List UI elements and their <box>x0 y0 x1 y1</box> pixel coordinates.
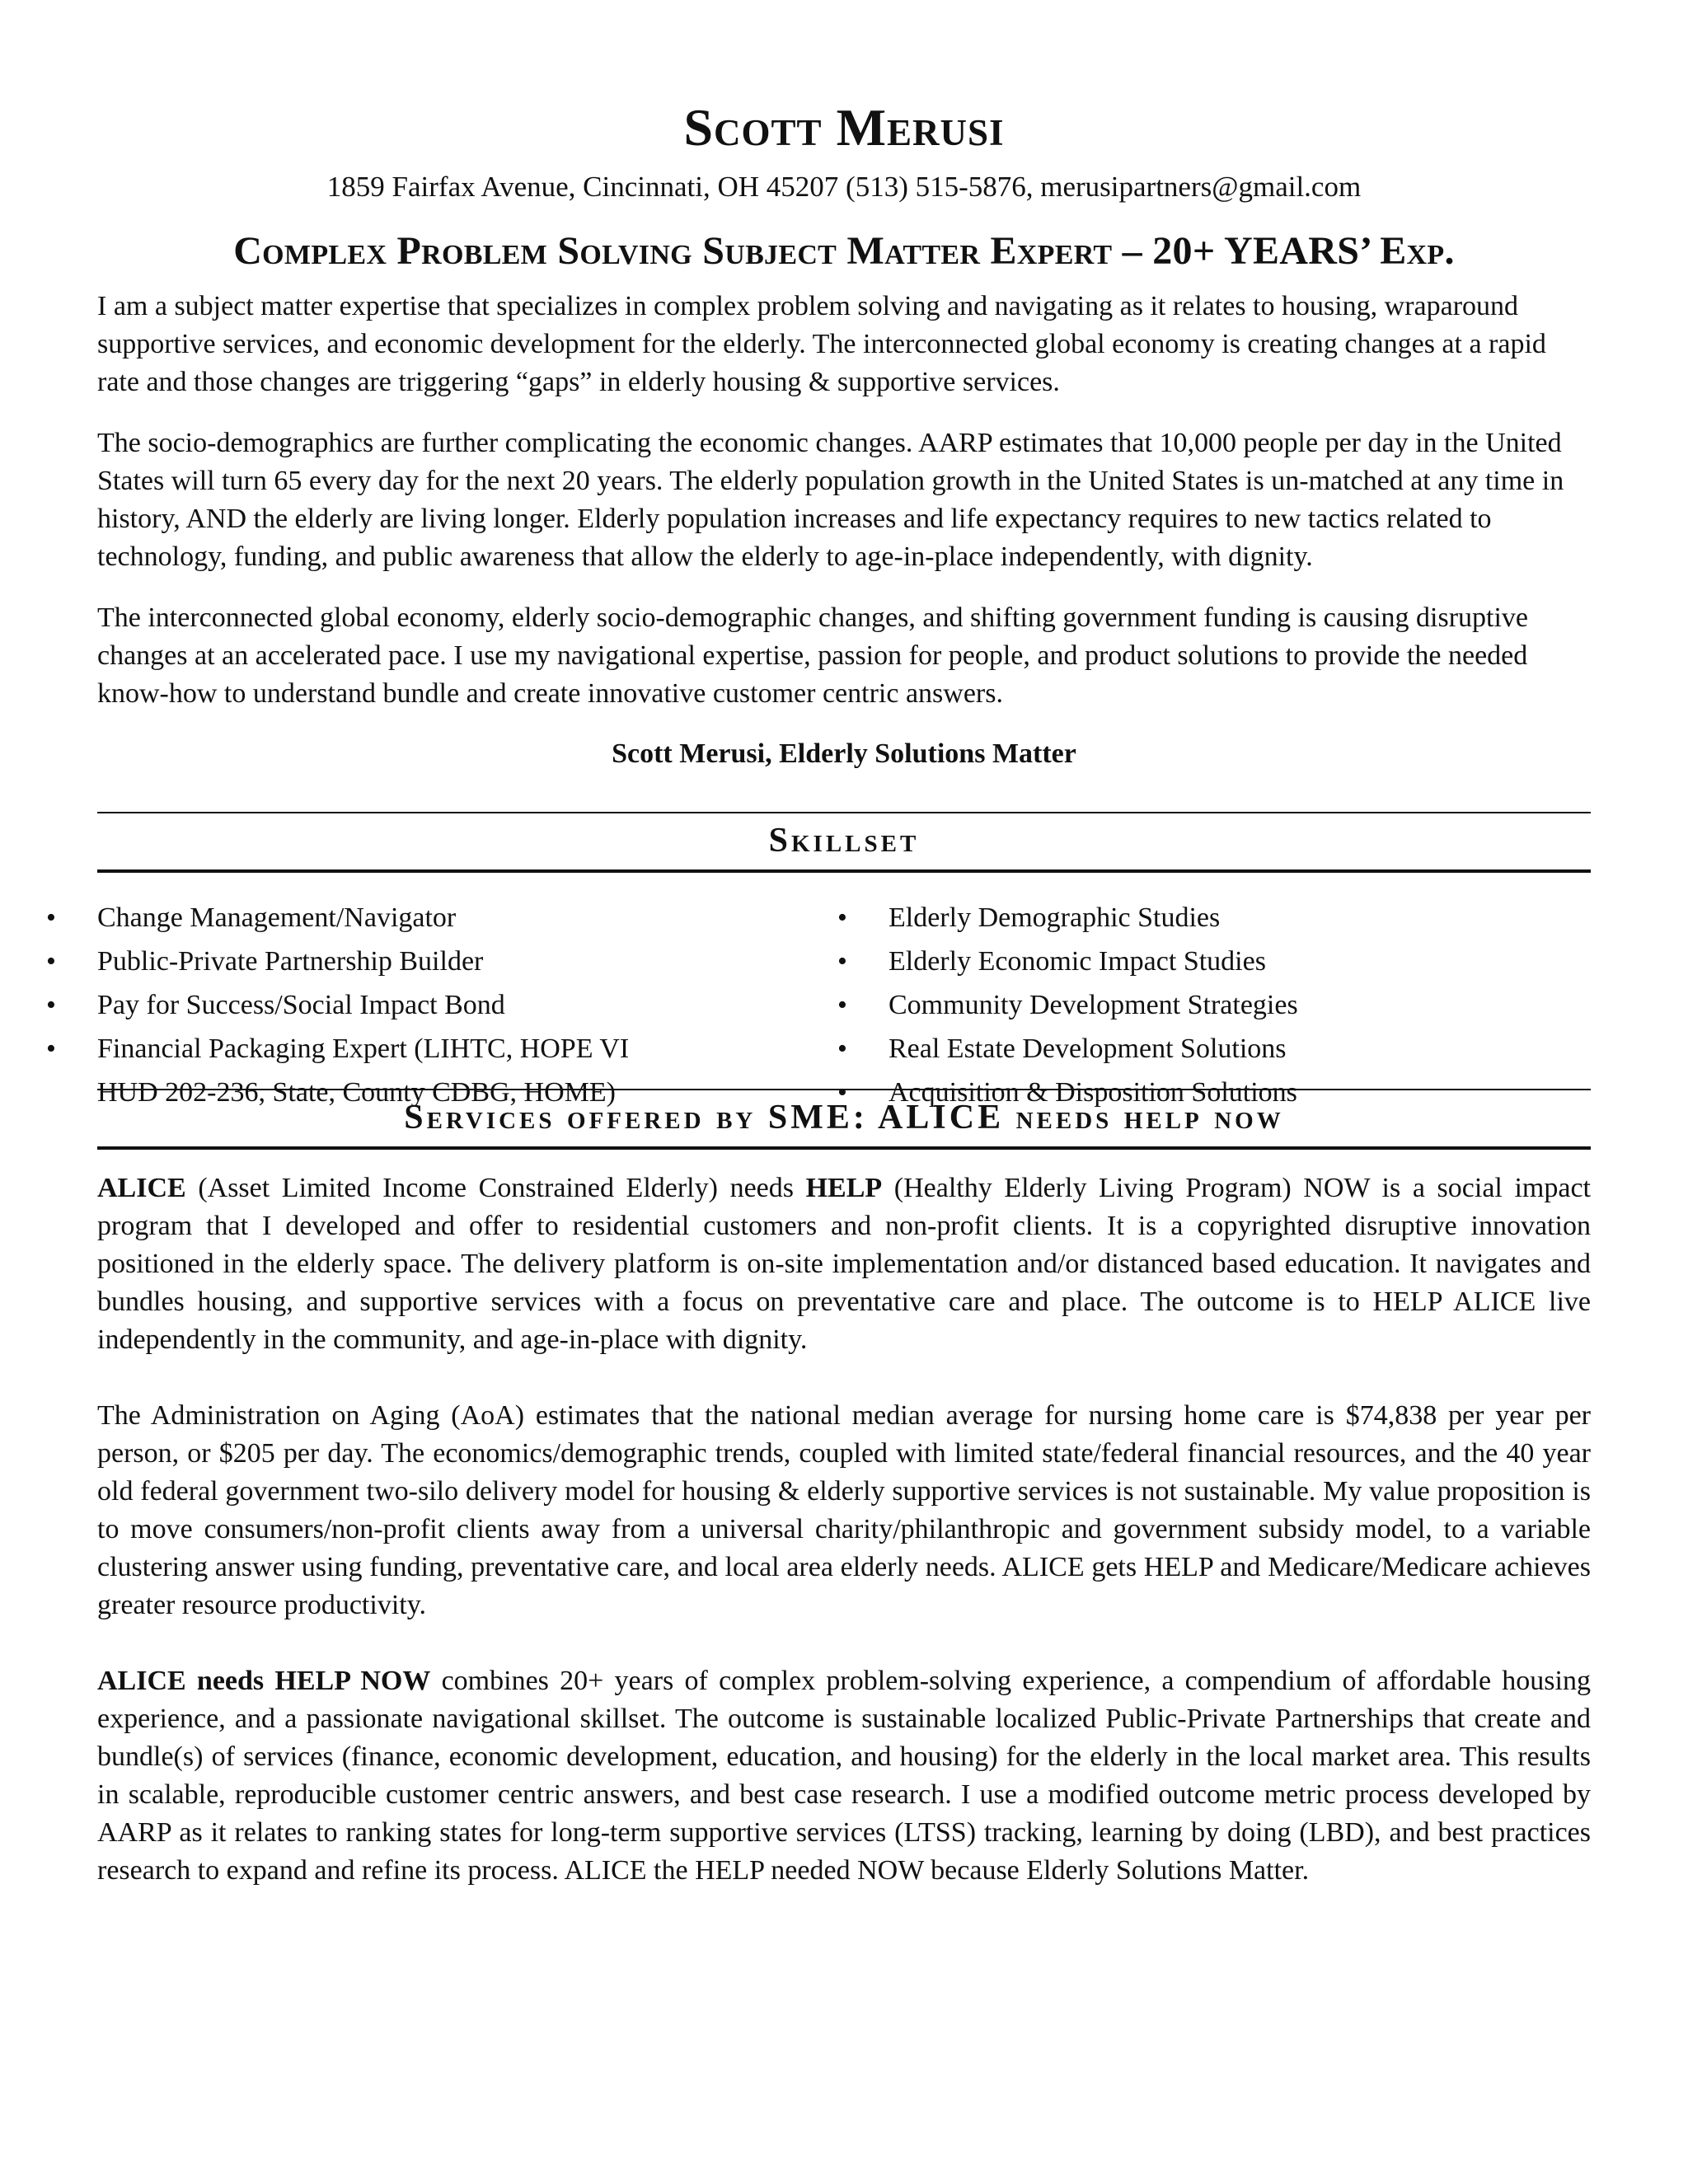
skillset-list <box>97 873 1591 1108</box>
help-term: HELP <box>805 1173 883 1204</box>
skill-item: • Community Development Strategies <box>889 983 1591 1027</box>
skill-item: • Elderly Demographic Studies <box>889 896 1591 940</box>
resume-content <box>97 97 1591 1928</box>
skill-item: • Elderly Economic Impact Studies <box>889 940 1591 983</box>
program-description: (Healthy Elderly Living Program) NOW is a social impact program that I developed and offer to residential customers and non-profit clients. It is a copyrighted disruptive innovation positioned in the elderly space. The delivery platform is on-site implementation and/or distanced based education. It navigates and bundles housing, and supportive services with a focus on preventative care and place. The outcome is to HELP ALICE live independently in the community, and age-in-place with dignity. <box>97 1173 1592 1356</box>
skill-item: • Public-Private Partnership Builder <box>97 940 889 983</box>
skill-item-continuation: HUD 202-236, State, County CDBG, HOME) <box>97 1077 616 1108</box>
intro-summary <box>97 288 1591 713</box>
candidate-name: Scott Merusi <box>683 98 1005 157</box>
intro-paragraph-3: The interconnected global economy, elderly socio-demographic changes, and shifting government funding is causing disruptive changes at an accelerated pace. I use my navigational expertise, passion for people, and product solutions to provide the needed know-how to understand bundle and create innovative customer centric answers. <box>97 602 1529 710</box>
skillset-heading: Skillset <box>97 812 1591 873</box>
services-section <box>97 1169 1591 1890</box>
skill-item: • Real Estate Development Solutions <box>889 1027 1591 1071</box>
professional-headline: Complex Problem Solving Subject Matter Expert – 20+ YEARS’ Exp. <box>233 228 1455 273</box>
skill-item: • Change Management/Navigator <box>97 896 889 940</box>
contact-line: 1859 Fairfax Avenue, Cincinnati, OH 45207 (513) 515-5876, merusipartners@gmail.com <box>326 170 1362 203</box>
intro-paragraph-1: I am a subject matter expertise that specializes in complex problem solving and navigating as it relates to housing, wraparound supportive services, and economic development for the elderly. The interconnected global economy is creating changes at a rapid rate and those changes are triggering “gaps” in elderly housing & supportive services. <box>97 291 1546 398</box>
skill-item: • Pay for Success/Social Impact Bond <box>97 983 889 1027</box>
services-paragraph-3 <box>97 1662 1591 1890</box>
skill-item: • Acquisition & Disposition Solutions <box>889 1071 1591 1114</box>
services-paragraph-1 <box>97 1169 1591 1359</box>
services-paragraph-2: The Administration on Aging (AoA) estimates that the national median average for nursing home care is $74,838 per year per person, or $205 per day. The economics/demographic trends, coupled with limited state/federal financial resources, and the 40 year old federal government two-silo delivery model for housing & elderly supportive services is not sustainable. My value proposition is to move consumers/non-profit clients away from a universal charity/philanthropic and government subsidy model, to a variable clustering answer using funding, preventative care, and local area elderly needs. ALICE gets HELP and Medicare/Medicare achieves greater resource productivity. <box>97 1400 1591 1621</box>
alice-definition: (Asset Limited Income Constrained Elderly) needs <box>185 1173 806 1204</box>
services-heading: Services offered by SME: ALICE needs help now <box>97 1089 1591 1150</box>
skills-right-column <box>889 896 1591 1108</box>
program-name: ALICE needs HELP NOW <box>97 1666 431 1697</box>
skill-item-text: Financial Packaging Expert (LIHTC, HOPE VI <box>97 1033 630 1065</box>
intro-paragraph-2: The socio-demographics are further complicating the economic changes. AARP estimates that 10,000 people per day in the United States will turn 65 every day for the next 20 years. The elderly population growth in the United States is un-matched at any time in history, AND the elderly are living longer. Elderly population increases and life expectancy requires to new tactics related to technology, funding, and public awareness that allow the elderly to age-in-place independently, with dignity. <box>97 428 1564 573</box>
alice-term: ALICE <box>97 1173 186 1204</box>
signature-line: Scott Merusi, Elderly Solutions Matter <box>612 738 1076 770</box>
skills-left-column <box>97 896 889 1108</box>
program-summary: combines 20+ years of complex problem-solving experience, a compendium of affordable housing experience, and a passionate navigational skillset. The outcome is sustainable localized Public-Private Partnerships that create and bundle(s) of services (finance, economic development, education, and housing) for the elderly in the local market area. This results in scalable, reproducible customer centric answers, and best case research. I use a modified outcome metric process developed by AARP as it relates to ranking states for long-term supportive services (LTSS) tracking, learning by doing (LBD), and best practices research to expand and refine its process. ALICE the HELP needed NOW because Elderly Solutions Matter. <box>97 1666 1591 1886</box>
skill-item <box>97 1027 889 1114</box>
